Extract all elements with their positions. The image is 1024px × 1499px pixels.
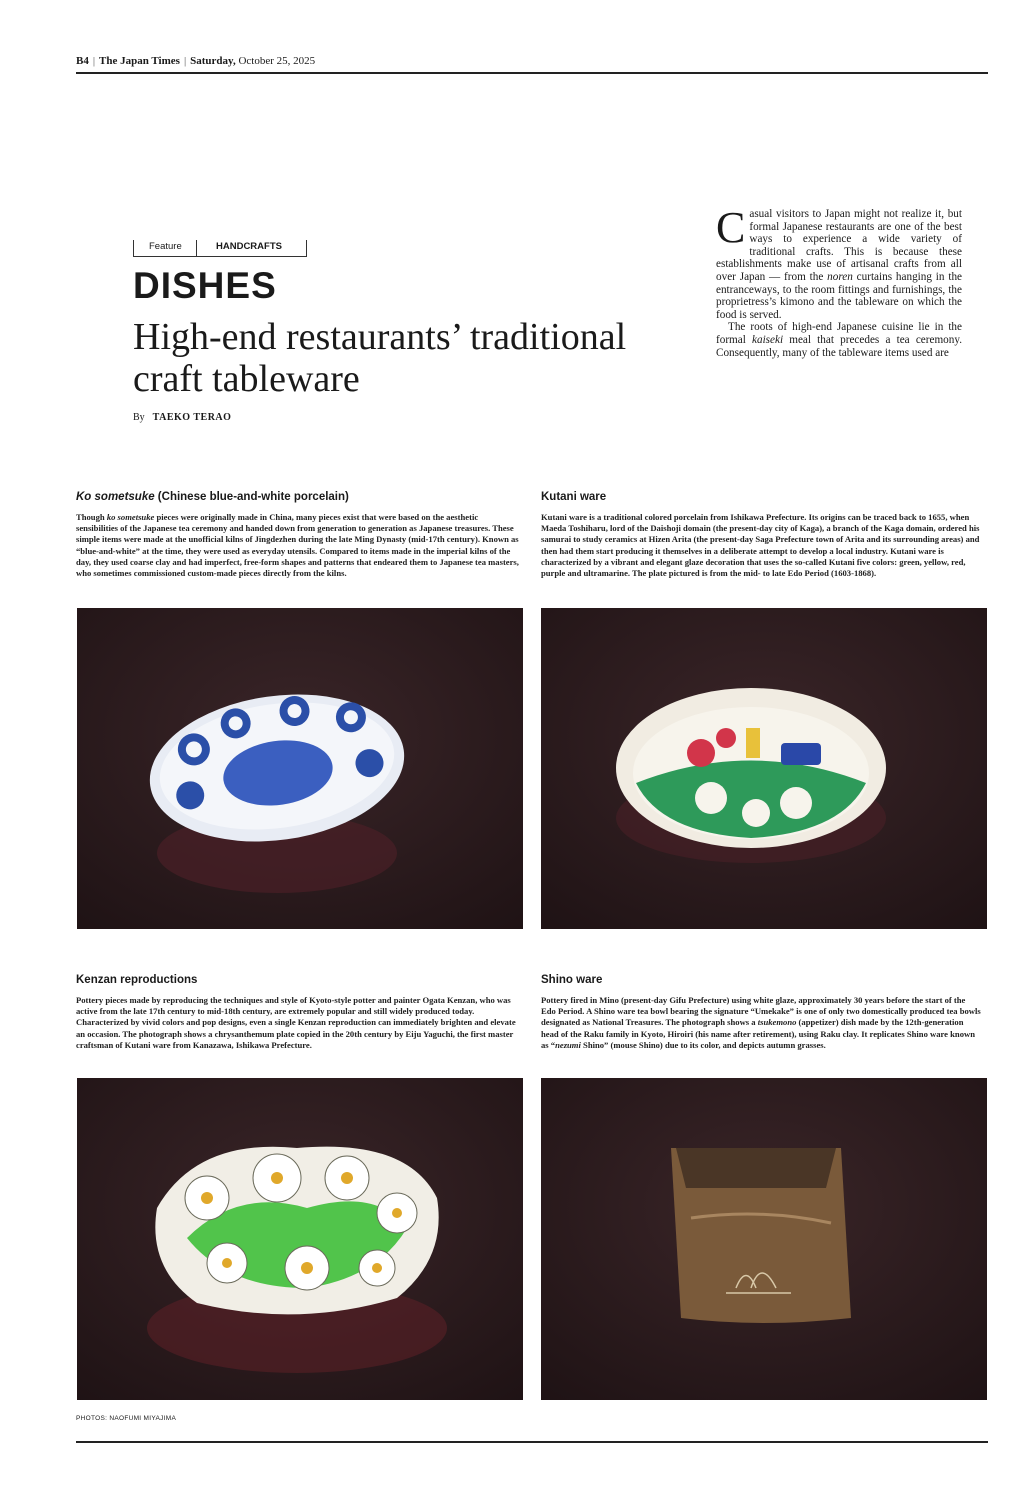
intro-paragraph-2 [716,321,962,359]
section-title-shino: Shino ware [541,974,603,986]
photo-shino-dish [541,1078,987,1400]
intro-p1-end: curtains hanging in the entranceways, to the room fittings and furnishings, the proprietress’s kimono and the tableware on which the food is served. [716,270,963,321]
section-title-italic: Ko sometsuke [76,491,155,503]
body-text: Pottery fired in Mino (present-day Gifu Prefecture) using white glaze, approximately 30 years before the start of the Edo Period. A Shino ware tea bowl bearing the signature “Umekake” is one of only two domestically produced tea bowls designated as National Treasures. The photograph shows a [541,995,981,1028]
headline: High-end restaurants’ traditional craft tableware [133,316,627,400]
publication-name: The Japan Times [99,55,180,67]
intro-p1-italic: noren [827,270,853,283]
section-title-rest: (Chinese blue-and-white porcelain) [154,491,349,503]
photo-kutani-plate [541,608,987,929]
section-body-kutani: Kutani ware is a traditional colored porcelain from Ishikawa Prefecture. Its origins can be traced back to 1655, when Maeda Toshiharu, lord of the Daishoji domain (the present-day city of Kaga), a branch of the Kaga domain, ordered his samurai to study ceramics at Hizen Arita (the present-day Saga Prefecture town of Arita and its surrounding areas) and then had them start producing it themselves in a deliberate attempt to develop a local industry. Kutani ware is characterized by a vibrant and elegant glaze decoration that uses the so-called Kutani five colors: green, yellow, red, purple and ultramarine. The plate pictured is from the mid- to late Edo Period (1603-1868). [541,512,980,579]
section-body-kenzan: Pottery pieces made by reproducing the techniques and style of Kyoto-style potter and painter Ogata Kenzan, who was active from the late 17th century to mid-18th century, are extremely popular and still widely produced today. Characterized by vivid colors and pop designs, even a single Kenzan reproduction can immediately brighten and elevate an occasion. The photograph shows a chrysanthemum plate copied in the 20th century by Eiju Yaguchi, the first master craftsman of Kutani ware from Kanazawa, Ishikawa Prefecture. [76,995,516,1050]
photo-ko-sometsuke-bowl [77,608,523,929]
tag-divider [196,240,197,256]
section-body-shino [541,995,981,1051]
section-title-ko-sometsuke [76,491,526,503]
byline-prefix: By [133,412,145,423]
header-rule [76,72,988,74]
drop-cap: C [716,203,746,252]
section-tag-box [133,240,307,257]
kicker: DISHES [133,265,277,306]
byline-author: TAEKO TERAO [152,412,232,423]
section-body-ko-sometsuke [76,512,522,579]
feature-tag: Feature [149,241,182,252]
intro-p2-italic: kaiseki [752,333,784,346]
body-italic: tsukemono [757,1017,797,1028]
body-text-rest: pieces were originally made in China, many pieces exist that were based on the aesthetic sensibilities of the Japanese tea ceremony and handed down from generation to generation as Japanese treasures. These simple items were made at the unofficial kilns of Jingdezhen during the late Ming Dynasty (mid-17th century). Known as “blue-and-white” at the time, they were used as everyday utensils. Compared to items made in the imperial kilns of the day, they used coarse clay and had imperfect, free-form shapes and patterns that endeared them to Japanese tea masters, who sometimes commissioned custom-made pieces directly from the kilns. [76,512,519,579]
intro-p1-text: asual visitors to Japan might not realize it, but formal Japanese restaurants are one of the best ways to experience a wide variety of traditional crafts. This is because these establishments make use of artisanal crafts from all over Japan — from the [716,208,962,283]
section-title-kenzan: Kenzan reproductions [76,974,198,986]
section-title-kutani: Kutani ware [541,491,607,503]
page-header: B4 | The Japan Times | Saturday, October 25, 2025 [76,55,316,67]
body-italic: ko sometsuke [106,512,155,522]
photo-kenzan-plate [77,1078,523,1400]
intro-text [716,203,963,359]
byline [133,412,231,423]
intro-p2-end: meal that precedes a tea ceremony. Consequently, many of the tableware items used are [716,333,963,359]
body-italic-2: nezumi [555,1039,581,1050]
header-day: Saturday, [190,55,236,67]
intro-p2-text: The roots of high-end Japanese cuisine lie in the formal [716,321,962,346]
section-tag: HANDCRAFTS [216,241,282,252]
photo-credit: PHOTOS: NAOFUMI MIYAJIMA [76,1415,177,1422]
body-text-mid: (appetizer) dish made by the 12th-generation head of the Raku family in Kyoto, Hiroiri (his name after retirement), using Raku clay. It replicates Shino ware known as “ [541,1017,975,1050]
header-date: October 25, 2025 [238,55,316,67]
footer-rule [76,1441,988,1443]
intro-paragraph-1 [716,203,963,321]
page-number: B4 [76,55,89,67]
body-text: Though [76,512,107,522]
body-text-end: Shino” (mouse Shino) due to its color, and depicts autumn grasses. [580,1039,826,1050]
